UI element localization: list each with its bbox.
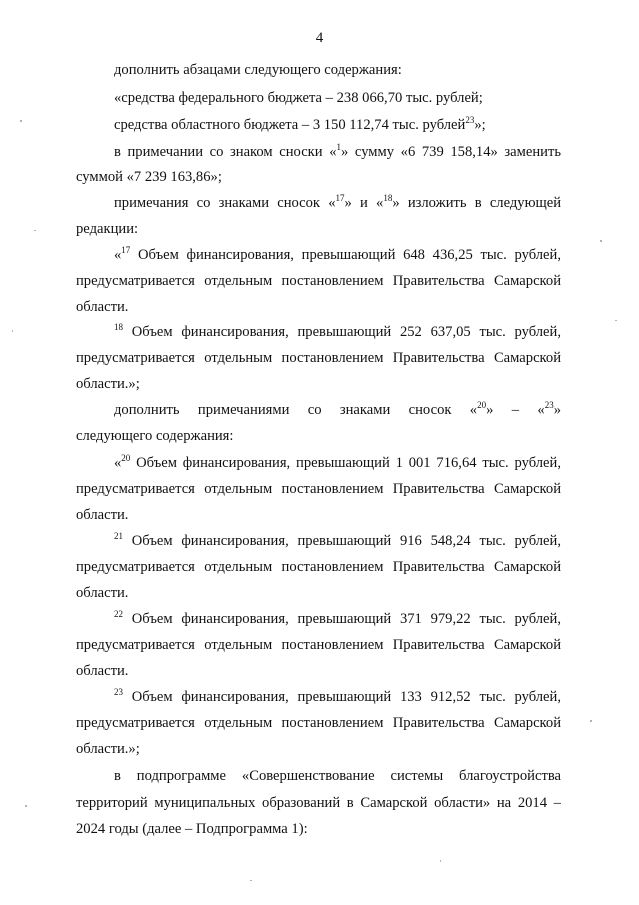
text-fragment: области. <box>76 585 129 601</box>
text-fragment: дополнить примечаниями со знаками сносок « <box>114 402 478 418</box>
text-line <box>76 167 561 187</box>
text-fragment: предусматривается отдельным постановлением Правительства Самарской <box>76 350 561 366</box>
text-fragment: средства областного бюджета – 3 150 112,74 тыс. рублей <box>114 117 466 133</box>
text-line <box>76 297 561 317</box>
text-fragment: примечания со знаками сносок « <box>114 195 336 211</box>
text-line <box>76 271 561 291</box>
text-line <box>76 739 561 759</box>
footnote-mark: 1 <box>336 142 341 153</box>
text-fragment: « <box>114 247 122 263</box>
text-line <box>76 819 561 839</box>
text-line <box>76 479 561 499</box>
text-fragment: в примечании со знаком сноски « <box>114 144 337 160</box>
footnote-mark: 21 <box>114 531 123 542</box>
text-fragment: в подпрограмме «Совершенствование системы благоустройства <box>114 768 561 784</box>
text-fragment: области.»; <box>76 741 140 757</box>
text-line <box>114 88 561 108</box>
text-line <box>76 635 561 655</box>
text-line <box>114 115 561 135</box>
scan-speck <box>25 805 27 807</box>
text-fragment: дополнить абзацами следующего содержания: <box>114 62 402 78</box>
text-line <box>114 322 561 342</box>
footnote-mark: 17 <box>121 245 131 256</box>
footnote-mark: 18 <box>383 193 393 204</box>
text-line <box>76 557 561 577</box>
footnote-mark: 23 <box>544 400 554 411</box>
text-line <box>114 60 561 80</box>
footnote-mark: 17 <box>335 193 345 204</box>
text-fragment: Объем финансирования, превышающий 648 436,25 тыс. рублей, <box>130 247 561 263</box>
text-line <box>76 713 561 733</box>
footnote-mark: 20 <box>121 453 131 464</box>
text-line <box>76 793 561 813</box>
text-fragment: предусматривается отдельным постановлением Правительства Самарской <box>76 273 561 289</box>
text-fragment: предусматривается отдельным постановлением Правительства Самарской <box>76 559 561 575</box>
page-number: 4 <box>315 30 324 46</box>
text-line <box>76 583 561 603</box>
text-fragment: » <box>553 402 561 418</box>
text-fragment: «средства федерального бюджета – 238 066,70 тыс. рублей; <box>114 90 483 106</box>
scan-speck <box>20 120 22 122</box>
text-fragment: Объем финансирования, превышающий 916 548,24 тыс. рублей, <box>123 533 561 549</box>
text-fragment: Объем финансирования, превышающий 133 912,52 тыс. рублей, <box>123 689 561 705</box>
text-fragment: области. <box>76 663 129 679</box>
text-line <box>76 374 561 394</box>
text-line <box>114 453 561 473</box>
text-line <box>114 531 561 551</box>
text-fragment: 2024 годы (далее – Подпрограмма 1): <box>76 821 308 837</box>
footnote-mark: 22 <box>114 609 123 620</box>
text-fragment: редакции: <box>76 221 139 237</box>
text-fragment: « <box>114 455 122 471</box>
scan-speck <box>615 320 617 321</box>
text-fragment: суммой «7 239 163,86»; <box>76 169 222 185</box>
text-fragment: области.»; <box>76 376 140 392</box>
text-fragment: предусматривается отдельным постановлением Правительства Самарской <box>76 715 561 731</box>
scan-speck <box>250 880 252 881</box>
text-fragment: территорий муниципальных образований в Самарской области» на 2014 – <box>76 795 561 811</box>
text-line <box>76 426 561 446</box>
text-line <box>76 348 561 368</box>
text-line <box>76 661 561 681</box>
text-line <box>114 245 561 265</box>
text-line <box>114 142 561 162</box>
footnote-mark: 18 <box>114 322 123 333</box>
text-fragment: предусматривается отдельным постановлением Правительства Самарской <box>76 481 561 497</box>
text-fragment: следующего содержания: <box>76 428 234 444</box>
scan-speck <box>12 330 13 332</box>
footnote-mark: 23 <box>114 687 123 698</box>
text-line <box>76 219 561 239</box>
scan-speck <box>590 720 592 722</box>
text-line <box>114 687 561 707</box>
footnote-mark: 20 <box>477 400 487 411</box>
text-fragment: Объем финансирования, превышающий 1 001 716,64 тыс. рублей, <box>130 455 561 471</box>
text-fragment: Объем финансирования, превышающий 371 979,22 тыс. рублей, <box>123 611 561 627</box>
text-fragment: области. <box>76 299 129 315</box>
text-fragment: » сумму «6 739 158,14» заменить <box>341 144 561 160</box>
text-fragment: » – « <box>486 402 545 418</box>
text-line <box>114 609 561 629</box>
text-fragment: Объем финансирования, превышающий 252 637,05 тыс. рублей, <box>123 324 561 340</box>
text-line <box>114 400 561 420</box>
text-line <box>114 193 561 213</box>
text-fragment: области. <box>76 507 129 523</box>
text-line <box>114 766 561 786</box>
scan-speck <box>440 860 441 862</box>
text-fragment: » изложить в следующей <box>392 195 561 211</box>
text-line <box>76 505 561 525</box>
footnote-mark: 23 <box>465 115 475 126</box>
scan-speck <box>34 230 36 231</box>
text-fragment: предусматривается отдельным постановлением Правительства Самарской <box>76 637 561 653</box>
scan-speck <box>600 240 602 242</box>
text-fragment: » и « <box>344 195 384 211</box>
text-fragment: »; <box>474 117 486 133</box>
